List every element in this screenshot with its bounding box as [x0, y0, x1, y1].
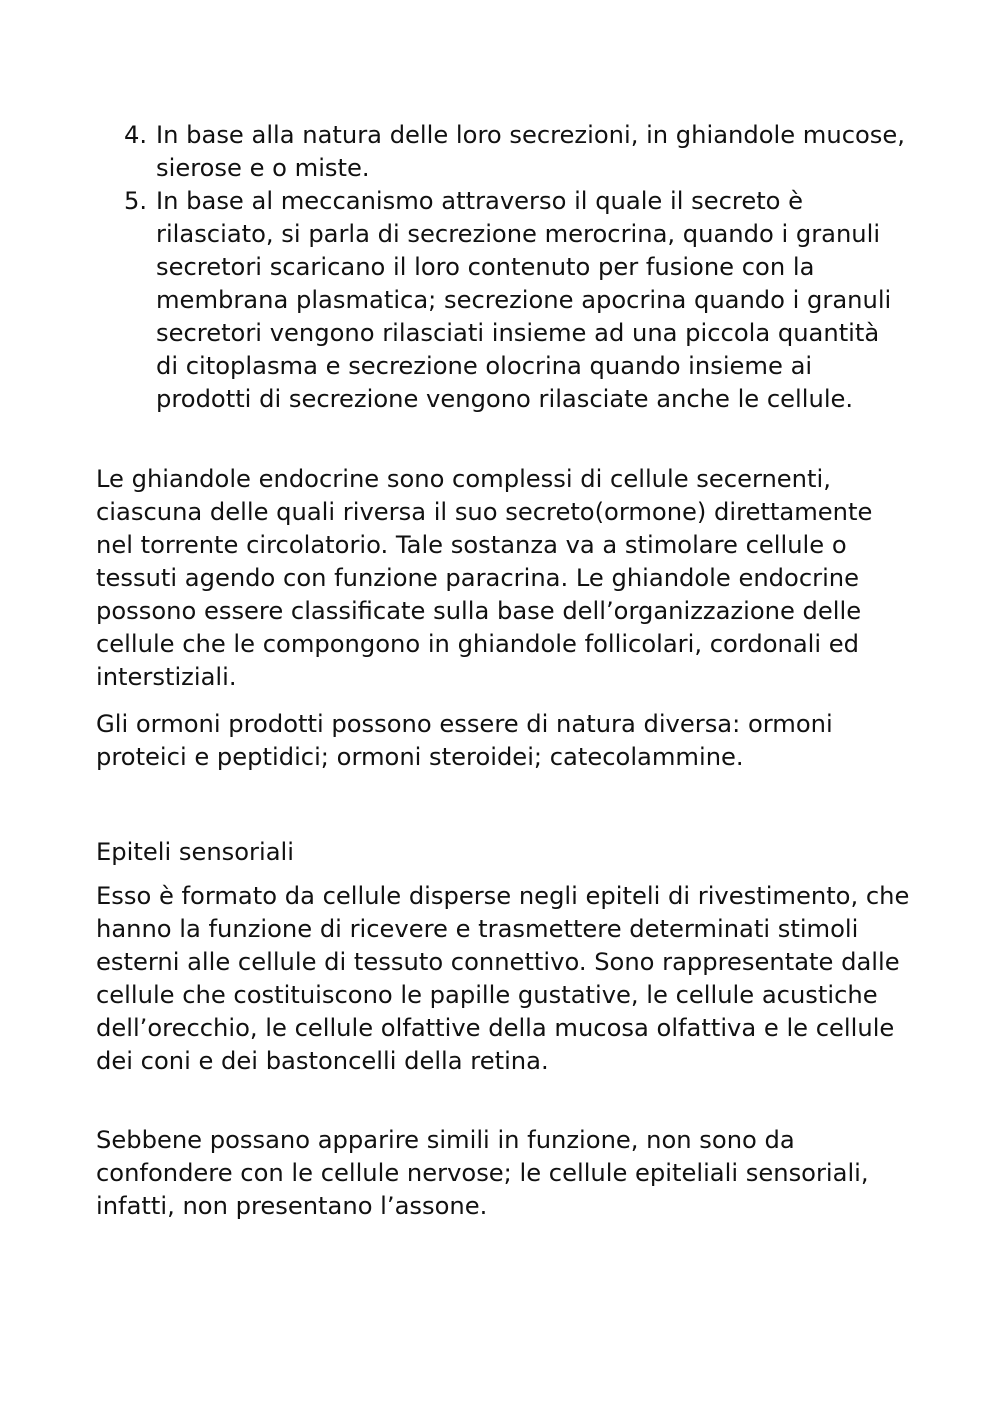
section-heading: Epiteli sensoriali: [96, 838, 294, 866]
list-item: [96, 119, 908, 185]
paragraph-sensory-epithelia: Esso è formato da cellule disperse negli epiteli di rivestimento, che hanno la funzione di ricevere e trasmettere determinati stimoli esterni alle cellule di tessuto connettivo. Sono rappresentate dalle cellule che costituiscono le papille gustative, le cellule acustiche dell’orecchio, le cellule olfattive della mucosa olfattiva e le cellule dei coni e dei bastoncelli della retina.: [96, 882, 910, 1075]
list-item-number: 4.: [124, 121, 148, 149]
list-item-text: In base alla natura delle loro secrezioni, in ghiandole mucose, sierose e o miste.: [156, 121, 905, 182]
list-item-text: In base al meccanismo attraverso il quale il secreto è rilasciato, si parla di secrezione merocrina, quando i granuli secretori scaricano il loro contenuto per fusione con la membrana plasmatica; secrezione apocrina quando i granuli secretori vengono rilasciati insieme ad una piccola quantità di citoplasma e secrezione olocrina quando insieme ai prodotti di secrezione vengono rilasciate anche le cellule.: [156, 187, 892, 413]
list-item: [96, 185, 908, 416]
list-item-number: 5.: [124, 187, 148, 215]
paragraph-hormones: Gli ormoni prodotti possono essere di natura diversa: ormoni proteici e peptidici; ormoni steroidei; catecolammine.: [96, 710, 833, 771]
paragraph-sensory-vs-nerve: Sebbene possano apparire simili in funzione, non sono da confondere con le cellule nervose; le cellule epiteliali sensoriali, infatti, non presentano l’assone.: [96, 1126, 869, 1220]
paragraph-endocrine-glands: Le ghiandole endocrine sono complessi di cellule secernenti, ciascuna delle quali riversa il suo secreto(ormone) direttamente nel torrente circolatorio. Tale sostanza va a stimolare cellule o tessuti agendo con funzione paracrina. Le ghiandole endocrine possono essere classificate sulla base dell’organizzazione delle cellule che le compongono in ghiandole follicolari, cordonali ed interstiziali.: [96, 465, 873, 691]
numbered-list: [96, 119, 908, 416]
